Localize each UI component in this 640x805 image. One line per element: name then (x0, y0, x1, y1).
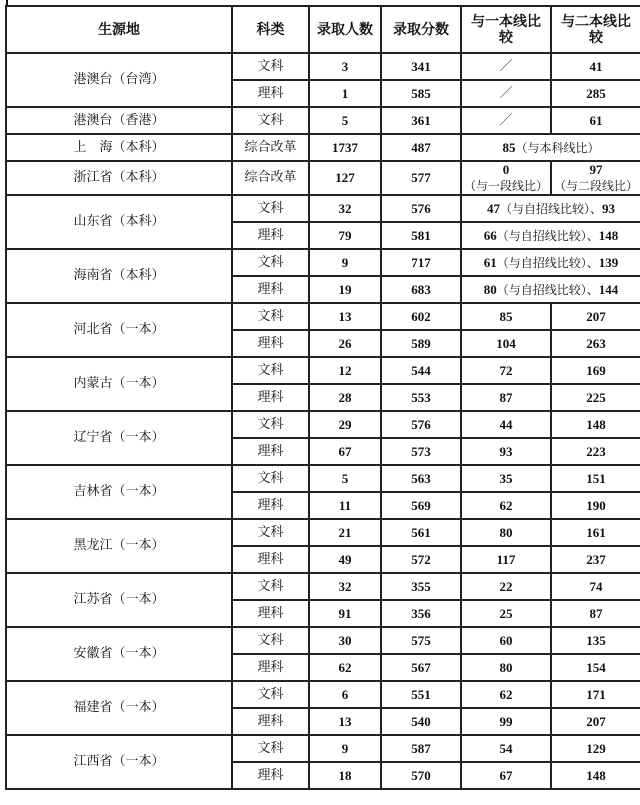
score-cell: 567 (381, 654, 461, 681)
vs-tier1-cell: 62 (461, 681, 551, 708)
vs-tier2-cell: 169 (551, 357, 640, 384)
score-cell: 585 (381, 80, 461, 107)
count-cell: 5 (309, 107, 381, 134)
header-row (6, 6, 640, 53)
merged-comparison-cell: 85（与本科线比） (461, 134, 640, 161)
vs-tier1-cell: 93 (461, 438, 551, 465)
count-cell: 62 (309, 654, 381, 681)
vs-tier1-cell: 35 (461, 465, 551, 492)
table-row (6, 411, 640, 438)
province-cell: 辽宁省（一本） (6, 411, 232, 465)
subject-cell: 文科 (232, 627, 309, 654)
count-cell: 28 (309, 384, 381, 411)
count-cell: 29 (309, 411, 381, 438)
vs-tier1-cell: 117 (461, 546, 551, 573)
subject-cell: 理科 (232, 708, 309, 735)
vs-tier1-cell: 80 (461, 654, 551, 681)
merged-comparison-cell: 80（与自招线比较）、144 (461, 276, 640, 303)
vs-tier2-cell: 74 (551, 573, 640, 600)
score-cell: 544 (381, 357, 461, 384)
subject-cell: 理科 (232, 762, 309, 789)
score-cell: 553 (381, 384, 461, 411)
vs-tier1-cell: 60 (461, 627, 551, 654)
score-cell: 576 (381, 195, 461, 222)
subject-cell: 文科 (232, 519, 309, 546)
score-cell: 587 (381, 735, 461, 762)
vs-tier1-cell: 72 (461, 357, 551, 384)
count-cell: 1 (309, 80, 381, 107)
vs-tier2-cell: 237 (551, 546, 640, 573)
vs-tier1-cell: 62 (461, 492, 551, 519)
count-cell: 3 (309, 53, 381, 80)
score-cell: 551 (381, 681, 461, 708)
vs-tier1-cell: 67 (461, 762, 551, 789)
score-cell: 563 (381, 465, 461, 492)
count-cell: 21 (309, 519, 381, 546)
subject-cell: 理科 (232, 330, 309, 357)
table-row (6, 465, 640, 492)
header-subject: 科类 (232, 6, 309, 53)
vs-tier2-cell: 263 (551, 330, 640, 357)
subject-cell: 综合改革 (232, 161, 309, 195)
count-cell: 11 (309, 492, 381, 519)
subject-cell: 文科 (232, 303, 309, 330)
count-cell: 1737 (309, 134, 381, 161)
score-cell: 572 (381, 546, 461, 573)
table-row (6, 303, 640, 330)
vs-tier1-cell: 80 (461, 519, 551, 546)
vs-tier2-cell: 223 (551, 438, 640, 465)
subject-cell: 理科 (232, 654, 309, 681)
count-cell: 19 (309, 276, 381, 303)
score-cell: 341 (381, 53, 461, 80)
count-cell: 13 (309, 303, 381, 330)
province-cell: 海南省（本科） (6, 249, 232, 303)
subject-cell: 理科 (232, 492, 309, 519)
header-source: 生源地 (6, 6, 232, 53)
vs-tier2-cell: 129 (551, 735, 640, 762)
score-cell: 561 (381, 519, 461, 546)
score-cell: 683 (381, 276, 461, 303)
table-row (6, 195, 640, 222)
province-cell: 山东省（本科） (6, 195, 232, 249)
province-cell: 安徽省（一本） (6, 627, 232, 681)
vs-tier2-cell: 285 (551, 80, 640, 107)
header-admitted-score: 录取分数 (381, 6, 461, 53)
score-cell: 570 (381, 762, 461, 789)
vs-tier1-cell: 22 (461, 573, 551, 600)
vs-tier2-cell: 207 (551, 708, 640, 735)
count-cell: 32 (309, 573, 381, 600)
vs-tier2-cell: 148 (551, 411, 640, 438)
vs-tier1-cell: 54 (461, 735, 551, 762)
subject-cell: 理科 (232, 80, 309, 107)
subject-cell: 文科 (232, 107, 309, 134)
province-cell: 黑龙江（一本） (6, 519, 232, 573)
score-cell: 540 (381, 708, 461, 735)
merged-comparison-cell: 47（与自招线比较）、93 (461, 195, 640, 222)
province-cell: 港澳台（台湾） (6, 53, 232, 107)
subject-cell: 综合改革 (232, 134, 309, 161)
subject-cell: 理科 (232, 222, 309, 249)
score-cell: 356 (381, 600, 461, 627)
subject-cell: 文科 (232, 411, 309, 438)
table-row (6, 249, 640, 276)
vs-tier2-cell: 190 (551, 492, 640, 519)
vs-tier1-cell: 0 （与一段线比） (461, 161, 551, 195)
count-cell: 6 (309, 681, 381, 708)
table-row (6, 519, 640, 546)
province-cell: 江西省（一本） (6, 735, 232, 789)
vs-tier2-cell: 135 (551, 627, 640, 654)
subject-cell: 文科 (232, 195, 309, 222)
province-cell: 河北省（一本） (6, 303, 232, 357)
subject-cell: 理科 (232, 600, 309, 627)
score-cell: 576 (381, 411, 461, 438)
vs-tier2-cell: 207 (551, 303, 640, 330)
table-row (6, 107, 640, 134)
count-cell: 12 (309, 357, 381, 384)
table-row (6, 53, 640, 80)
table-row (6, 681, 640, 708)
subject-cell: 文科 (232, 573, 309, 600)
vs-tier1-cell: 25 (461, 600, 551, 627)
vs-tier1-cell: ／ (461, 107, 551, 134)
merged-comparison-cell: 61（与自招线比较）、139 (461, 249, 640, 276)
subject-cell: 理科 (232, 276, 309, 303)
score-cell: 581 (381, 222, 461, 249)
vs-tier2-cell: 171 (551, 681, 640, 708)
vs-tier2-cell: 148 (551, 762, 640, 789)
count-cell: 18 (309, 762, 381, 789)
table-row (6, 627, 640, 654)
score-cell: 577 (381, 161, 461, 195)
province-cell: 福建省（一本） (6, 681, 232, 735)
merged-comparison-cell: 66（与自招线比较）、148 (461, 222, 640, 249)
subject-cell: 理科 (232, 384, 309, 411)
province-cell: 港澳台（香港） (6, 107, 232, 134)
count-cell: 13 (309, 708, 381, 735)
vs-tier1-cell: 87 (461, 384, 551, 411)
province-cell: 上 海（本科） (6, 134, 232, 161)
count-cell: 91 (309, 600, 381, 627)
count-cell: 49 (309, 546, 381, 573)
score-cell: 717 (381, 249, 461, 276)
header-vs-tier2: 与二本线比 较 (551, 6, 640, 53)
subject-cell: 文科 (232, 465, 309, 492)
vs-tier2-cell: 41 (551, 53, 640, 80)
province-cell: 内蒙古（一本） (6, 357, 232, 411)
vs-tier2-cell: 154 (551, 654, 640, 681)
vs-tier2-cell: 225 (551, 384, 640, 411)
table-row (6, 134, 640, 161)
score-cell: 487 (381, 134, 461, 161)
vs-tier1-cell: ／ (461, 53, 551, 80)
subject-cell: 文科 (232, 249, 309, 276)
vs-tier1-cell: ／ (461, 80, 551, 107)
table-row (6, 735, 640, 762)
vs-tier2-cell: 151 (551, 465, 640, 492)
score-cell: 361 (381, 107, 461, 134)
vs-tier1-cell: 85 (461, 303, 551, 330)
count-cell: 9 (309, 249, 381, 276)
province-cell: 江苏省（一本） (6, 573, 232, 627)
subject-cell: 文科 (232, 735, 309, 762)
score-cell: 589 (381, 330, 461, 357)
vs-tier2-cell: 161 (551, 519, 640, 546)
vs-tier2-cell: 97 （与二段线比） (551, 161, 640, 195)
count-cell: 67 (309, 438, 381, 465)
admission-scores-table (5, 5, 640, 790)
subject-cell: 理科 (232, 546, 309, 573)
vs-tier2-cell: 61 (551, 107, 640, 134)
table-row (6, 161, 640, 195)
score-cell: 355 (381, 573, 461, 600)
count-cell: 5 (309, 465, 381, 492)
header-vs-tier1: 与一本线比 较 (461, 6, 551, 53)
vs-tier1-cell: 104 (461, 330, 551, 357)
subject-cell: 文科 (232, 357, 309, 384)
count-cell: 30 (309, 627, 381, 654)
count-cell: 127 (309, 161, 381, 195)
subject-cell: 文科 (232, 681, 309, 708)
count-cell: 26 (309, 330, 381, 357)
score-cell: 575 (381, 627, 461, 654)
count-cell: 32 (309, 195, 381, 222)
vs-tier1-cell: 44 (461, 411, 551, 438)
subject-cell: 理科 (232, 438, 309, 465)
table-row (6, 573, 640, 600)
count-cell: 9 (309, 735, 381, 762)
province-cell: 浙江省（本科） (6, 161, 232, 195)
score-cell: 573 (381, 438, 461, 465)
vs-tier2-cell: 87 (551, 600, 640, 627)
subject-cell: 文科 (232, 53, 309, 80)
score-cell: 569 (381, 492, 461, 519)
province-cell: 吉林省（一本） (6, 465, 232, 519)
score-cell: 602 (381, 303, 461, 330)
table-row (6, 357, 640, 384)
header-admitted-count: 录取人数 (309, 6, 381, 53)
vs-tier1-cell: 99 (461, 708, 551, 735)
count-cell: 79 (309, 222, 381, 249)
